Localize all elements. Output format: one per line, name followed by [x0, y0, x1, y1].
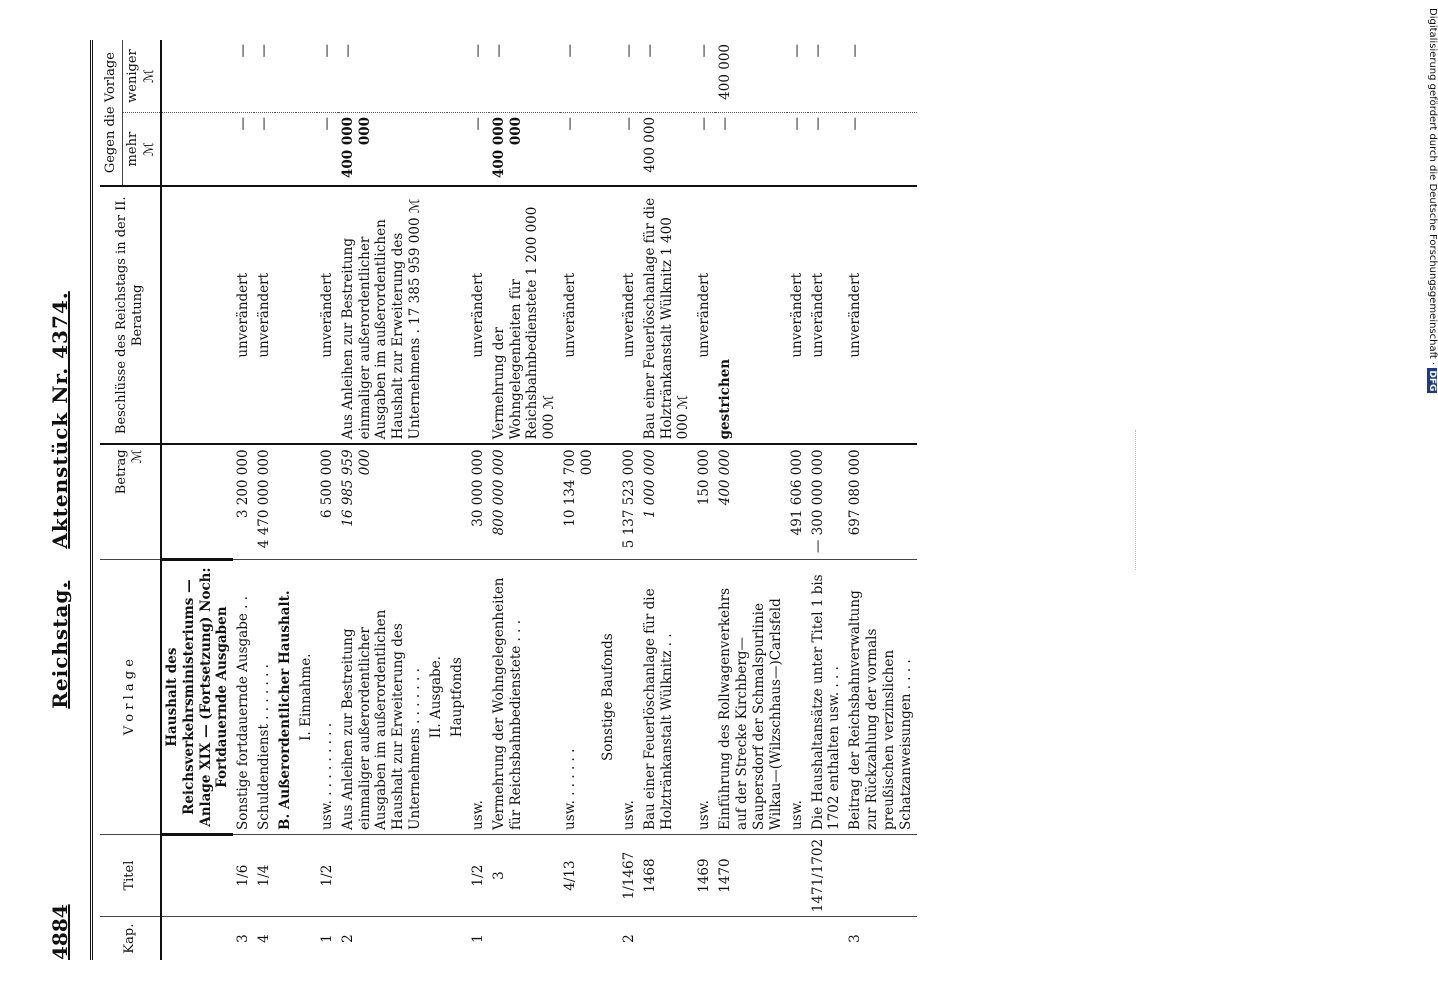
cell-kap: 1 [317, 917, 338, 960]
cell-mehr [598, 112, 619, 186]
cell-vorlage: Beitrag der Reichsbahnverwaltung zur Rückzahlung der vormals preußischen verzinslichen Schatzanweisungen . . . . [845, 560, 917, 835]
cell-titel: 1471/1702 [808, 834, 846, 916]
header-right-title: Aktenstück Nr. 4374. [48, 291, 72, 549]
cell-beschluss [426, 186, 447, 444]
cell-titel: 4/13 [560, 834, 598, 916]
cell-kap [808, 917, 846, 960]
cell-betrag: 150 000 [694, 444, 715, 559]
table-row [161, 40, 234, 960]
table-row [560, 40, 598, 960]
cell-betrag [447, 444, 468, 559]
table-row [447, 40, 468, 960]
digitization-note-text [1427, 8, 1438, 393]
cell-mehr: — [787, 112, 808, 186]
header-left-title: Reichstag. [48, 580, 72, 709]
cell-weniger [447, 40, 468, 112]
cell-weniger: — [641, 44, 658, 58]
cell-kap [694, 917, 715, 960]
cell-vorlage: Haushalt des Reichsverkehrsministeriums — Anlage XIX — (Fortsetzung) Noch: Fortdauernde Ausgaben [161, 560, 234, 835]
cell-vorlage: usw. . . . . . . [560, 560, 598, 835]
cell-vorlage: Aus Anleihen zur Bestreitung einmaliger außerordentlicher Ausgaben im außerordentlichen Haushalt zur Erweiterung des Unternehmens . . . . . . . [338, 560, 426, 835]
table-row [694, 40, 715, 960]
table-row [317, 40, 338, 960]
cell-weniger [275, 40, 296, 112]
cell-beschluss: unverändert [254, 186, 275, 444]
cell-titel [161, 834, 234, 916]
cell-weniger: — [620, 44, 637, 58]
col-gegen-label: Gegen die Vorlage [100, 40, 123, 185]
cell-vorlage: Einführung des Rollwagenverkehrs auf der Strecke Kirchberg—Saupersdorf der Schmalspurlinie Wilkau—(Wilzschhaus—)Carlsfeld [715, 560, 787, 835]
cell-vorlage: Sonstige fortdauernde Ausgabe . . [233, 560, 254, 835]
cell-betrag [598, 444, 619, 559]
cell-mehr: 400 000 [640, 112, 695, 186]
table-row [619, 40, 640, 960]
table-row [468, 40, 489, 960]
cell-mehr: — [468, 112, 489, 186]
cell-titel: 1/4 [254, 834, 275, 916]
cell-mehr: — [715, 112, 787, 186]
cell-mehr: — [254, 112, 275, 186]
cell-beschluss: unverändert [317, 186, 338, 444]
cell-weniger [426, 40, 447, 112]
cell-kap [560, 917, 598, 960]
cell-weniger: — [235, 44, 252, 58]
header-title [48, 40, 72, 960]
cell-weniger: — [256, 44, 273, 58]
cell-betrag: 4 470 000 000 [254, 444, 275, 559]
cell-vorlage: Die Haushaltansätze unter Titel 1 bis 1702 enthalten usw. . . . [808, 560, 846, 835]
table-row [808, 40, 846, 960]
cell-titel: 1468 [640, 834, 695, 916]
cell-beschluss: gestrichen [715, 186, 787, 444]
cell-vorlage: Sonstige Baufonds [598, 560, 619, 835]
cell-betrag [296, 444, 317, 559]
cell-mehr: — [808, 112, 846, 186]
col-gegen [100, 40, 161, 186]
cell-weniger: — [469, 44, 486, 58]
cell-betrag: — 300 000 000 [808, 444, 846, 559]
cell-mehr: — [317, 112, 338, 186]
table-row [426, 40, 447, 960]
cell-weniger: 400 000 [717, 44, 734, 100]
cell-mehr [447, 112, 468, 186]
budget-table [100, 40, 917, 960]
cell-weniger [296, 40, 317, 112]
cell-titel: 1/2 [468, 834, 489, 916]
cell-titel: 1469 [694, 834, 715, 916]
cell-mehr: — [845, 112, 917, 186]
cell-beschluss: unverändert [468, 186, 489, 444]
digitization-note [1418, 8, 1438, 998]
cell-kap [275, 917, 296, 960]
cell-mehr: 400 000 000 [489, 112, 561, 186]
cell-weniger [598, 40, 619, 112]
table-row [845, 40, 917, 960]
cell-titel [598, 834, 619, 916]
cell-vorlage: Schuldendienst . . . . . . . [254, 560, 275, 835]
col-weniger [123, 40, 160, 112]
cell-kap [489, 917, 561, 960]
cell-titel: 1/6 [233, 834, 254, 916]
cell-kap [447, 917, 468, 960]
cell-vorlage: usw. [787, 560, 808, 835]
cell-vorlage: Hauptfonds [447, 560, 468, 835]
col-beschluesse: Beschlüsse des Reichstags in der II. Beratung [100, 186, 161, 444]
table-row [715, 40, 787, 960]
col-titel: Titel [100, 834, 161, 916]
digitization-text: Digitalisierung gefördert durch die Deutsche Forschungsgemeinschaft · [1427, 8, 1438, 366]
cell-beschluss: unverändert [619, 186, 640, 444]
cell-kap [161, 917, 234, 960]
table-row [233, 40, 254, 960]
cell-vorlage: Vermehrung der Wohngelegenheiten für Reichsbahnbedienstete . . . [489, 560, 561, 835]
cell-betrag: 400 000 [715, 444, 787, 559]
cell-titel [447, 834, 468, 916]
col-mehr [123, 112, 160, 185]
cell-weniger: — [847, 44, 864, 58]
cell-beschluss: Aus Anleihen zur Bestreitung einmaliger außerordentlicher Ausgaben im außerordentlichen Haushalt zur Erweiterung des Unternehmens . 17 385 959 000 ℳ [338, 186, 426, 444]
rotated-table-block [40, 40, 1050, 960]
cell-beschluss: unverändert [845, 186, 917, 444]
cell-kap [640, 917, 695, 960]
cell-kap: 2 [619, 917, 640, 960]
cell-kap: 2 [338, 917, 426, 960]
cell-vorlage: usw. [468, 560, 489, 835]
cell-titel [845, 834, 917, 916]
table-row [489, 40, 561, 960]
cell-weniger [161, 40, 234, 112]
col-kap: Kap. [100, 917, 161, 960]
cell-titel [275, 834, 296, 916]
cell-betrag: 3 200 000 [233, 444, 254, 559]
table-row [640, 40, 695, 960]
cell-titel [787, 834, 808, 916]
cell-vorlage: I. Einnahme. [296, 560, 317, 835]
cell-mehr: — [233, 112, 254, 186]
page-number: 4884 [48, 904, 72, 960]
col-mehr-label: mehr [125, 131, 141, 167]
cell-weniger: — [788, 44, 805, 58]
col-gegen-sub [123, 40, 160, 185]
cell-kap [787, 917, 808, 960]
cell-beschluss: unverändert [233, 186, 254, 444]
cell-beschluss [161, 186, 234, 444]
cell-betrag: 800 000 000 [489, 444, 561, 559]
cell-weniger: — [562, 44, 579, 58]
cell-kap [598, 917, 619, 960]
table-row [338, 40, 426, 960]
table-row [275, 40, 296, 960]
cell-mehr: — [619, 112, 640, 186]
cell-beschluss: unverändert [787, 186, 808, 444]
table-body [161, 40, 917, 960]
cell-betrag: 697 080 000 [845, 444, 917, 559]
cell-beschluss: unverändert [560, 186, 598, 444]
cell-betrag: 16 985 959 000 [338, 444, 426, 559]
table-row [296, 40, 317, 960]
col-weniger-label: weniger [125, 49, 141, 103]
table-row [598, 40, 619, 960]
col-betrag-label: Betrag [113, 449, 129, 495]
col-betrag-unit: ℳ [129, 449, 145, 464]
cell-titel [426, 834, 447, 916]
cell-betrag [426, 444, 447, 559]
cell-vorlage: B. Außerordentlicher Haushalt. [275, 560, 296, 835]
cell-betrag: 6 500 000 [317, 444, 338, 559]
cell-mehr: 400 000 000 [338, 112, 426, 186]
table-row [787, 40, 808, 960]
bleedthrough-mark [1135, 430, 1144, 570]
cell-mehr: — [560, 112, 598, 186]
col-weniger-unit: ℳ [141, 69, 157, 83]
cell-kap [715, 917, 787, 960]
cell-kap: 3 [233, 917, 254, 960]
cell-betrag: 10 134 700 000 [560, 444, 598, 559]
cell-vorlage: usw. [619, 560, 640, 835]
cell-beschluss: unverändert [694, 186, 715, 444]
cell-mehr [161, 112, 234, 186]
cell-weniger: — [339, 44, 356, 58]
cell-mehr [296, 112, 317, 186]
table-row [254, 40, 275, 960]
cell-beschluss: Vermehrung der Wohngelegenheiten für Reichsbahnbedienstete 1 200 000 000 ℳ [489, 186, 561, 444]
cell-beschluss [447, 186, 468, 444]
cell-betrag: 5 137 523 000 [619, 444, 640, 559]
cell-titel: 3 [489, 834, 561, 916]
cell-mehr: — [694, 112, 715, 186]
cell-kap: 1 [468, 917, 489, 960]
cell-kap: 3 [845, 917, 917, 960]
cell-beschluss: Bau einer Feuerlöschanlage für die Holztränkanstalt Wülknitz 1 400 000 ℳ [640, 186, 695, 444]
cell-kap [296, 917, 317, 960]
cell-titel: 1470 [715, 834, 787, 916]
dfg-logo: DFG [1427, 370, 1437, 392]
cell-betrag [161, 444, 234, 559]
cell-betrag: 30 000 000 [468, 444, 489, 559]
col-vorlage: V o r l a g e [100, 560, 161, 835]
cell-vorlage: Bau einer Feuerlöschanlage für die Holztränkanstalt Wülknitz . . [640, 560, 695, 835]
cell-weniger: — [809, 44, 826, 58]
cell-titel: 1/2 [317, 834, 338, 916]
cell-weniger: — [490, 44, 507, 58]
table-header-row [100, 40, 161, 960]
cell-mehr [426, 112, 447, 186]
cell-beschluss [598, 186, 619, 444]
cell-beschluss [275, 186, 296, 444]
cell-kap [426, 917, 447, 960]
cell-betrag: 1 000 000 [640, 444, 695, 559]
cell-titel: 1/1467 [619, 834, 640, 916]
cell-titel [338, 834, 426, 916]
cell-weniger: — [696, 44, 713, 58]
cell-vorlage: usw. [694, 560, 715, 835]
cell-betrag: 491 606 000 [787, 444, 808, 559]
header-rule [90, 40, 93, 960]
cell-vorlage: usw. . . . . . . . . . [317, 560, 338, 835]
cell-beschluss: unverändert [808, 186, 846, 444]
cell-titel [296, 834, 317, 916]
cell-vorlage: II. Ausgabe. [426, 560, 447, 835]
col-mehr-unit: ℳ [141, 142, 157, 157]
cell-kap: 4 [254, 917, 275, 960]
cell-betrag [275, 444, 296, 559]
cell-beschluss [296, 186, 317, 444]
cell-weniger: — [318, 44, 335, 58]
col-betrag [100, 444, 161, 559]
cell-mehr [275, 112, 296, 186]
running-header [40, 40, 100, 960]
